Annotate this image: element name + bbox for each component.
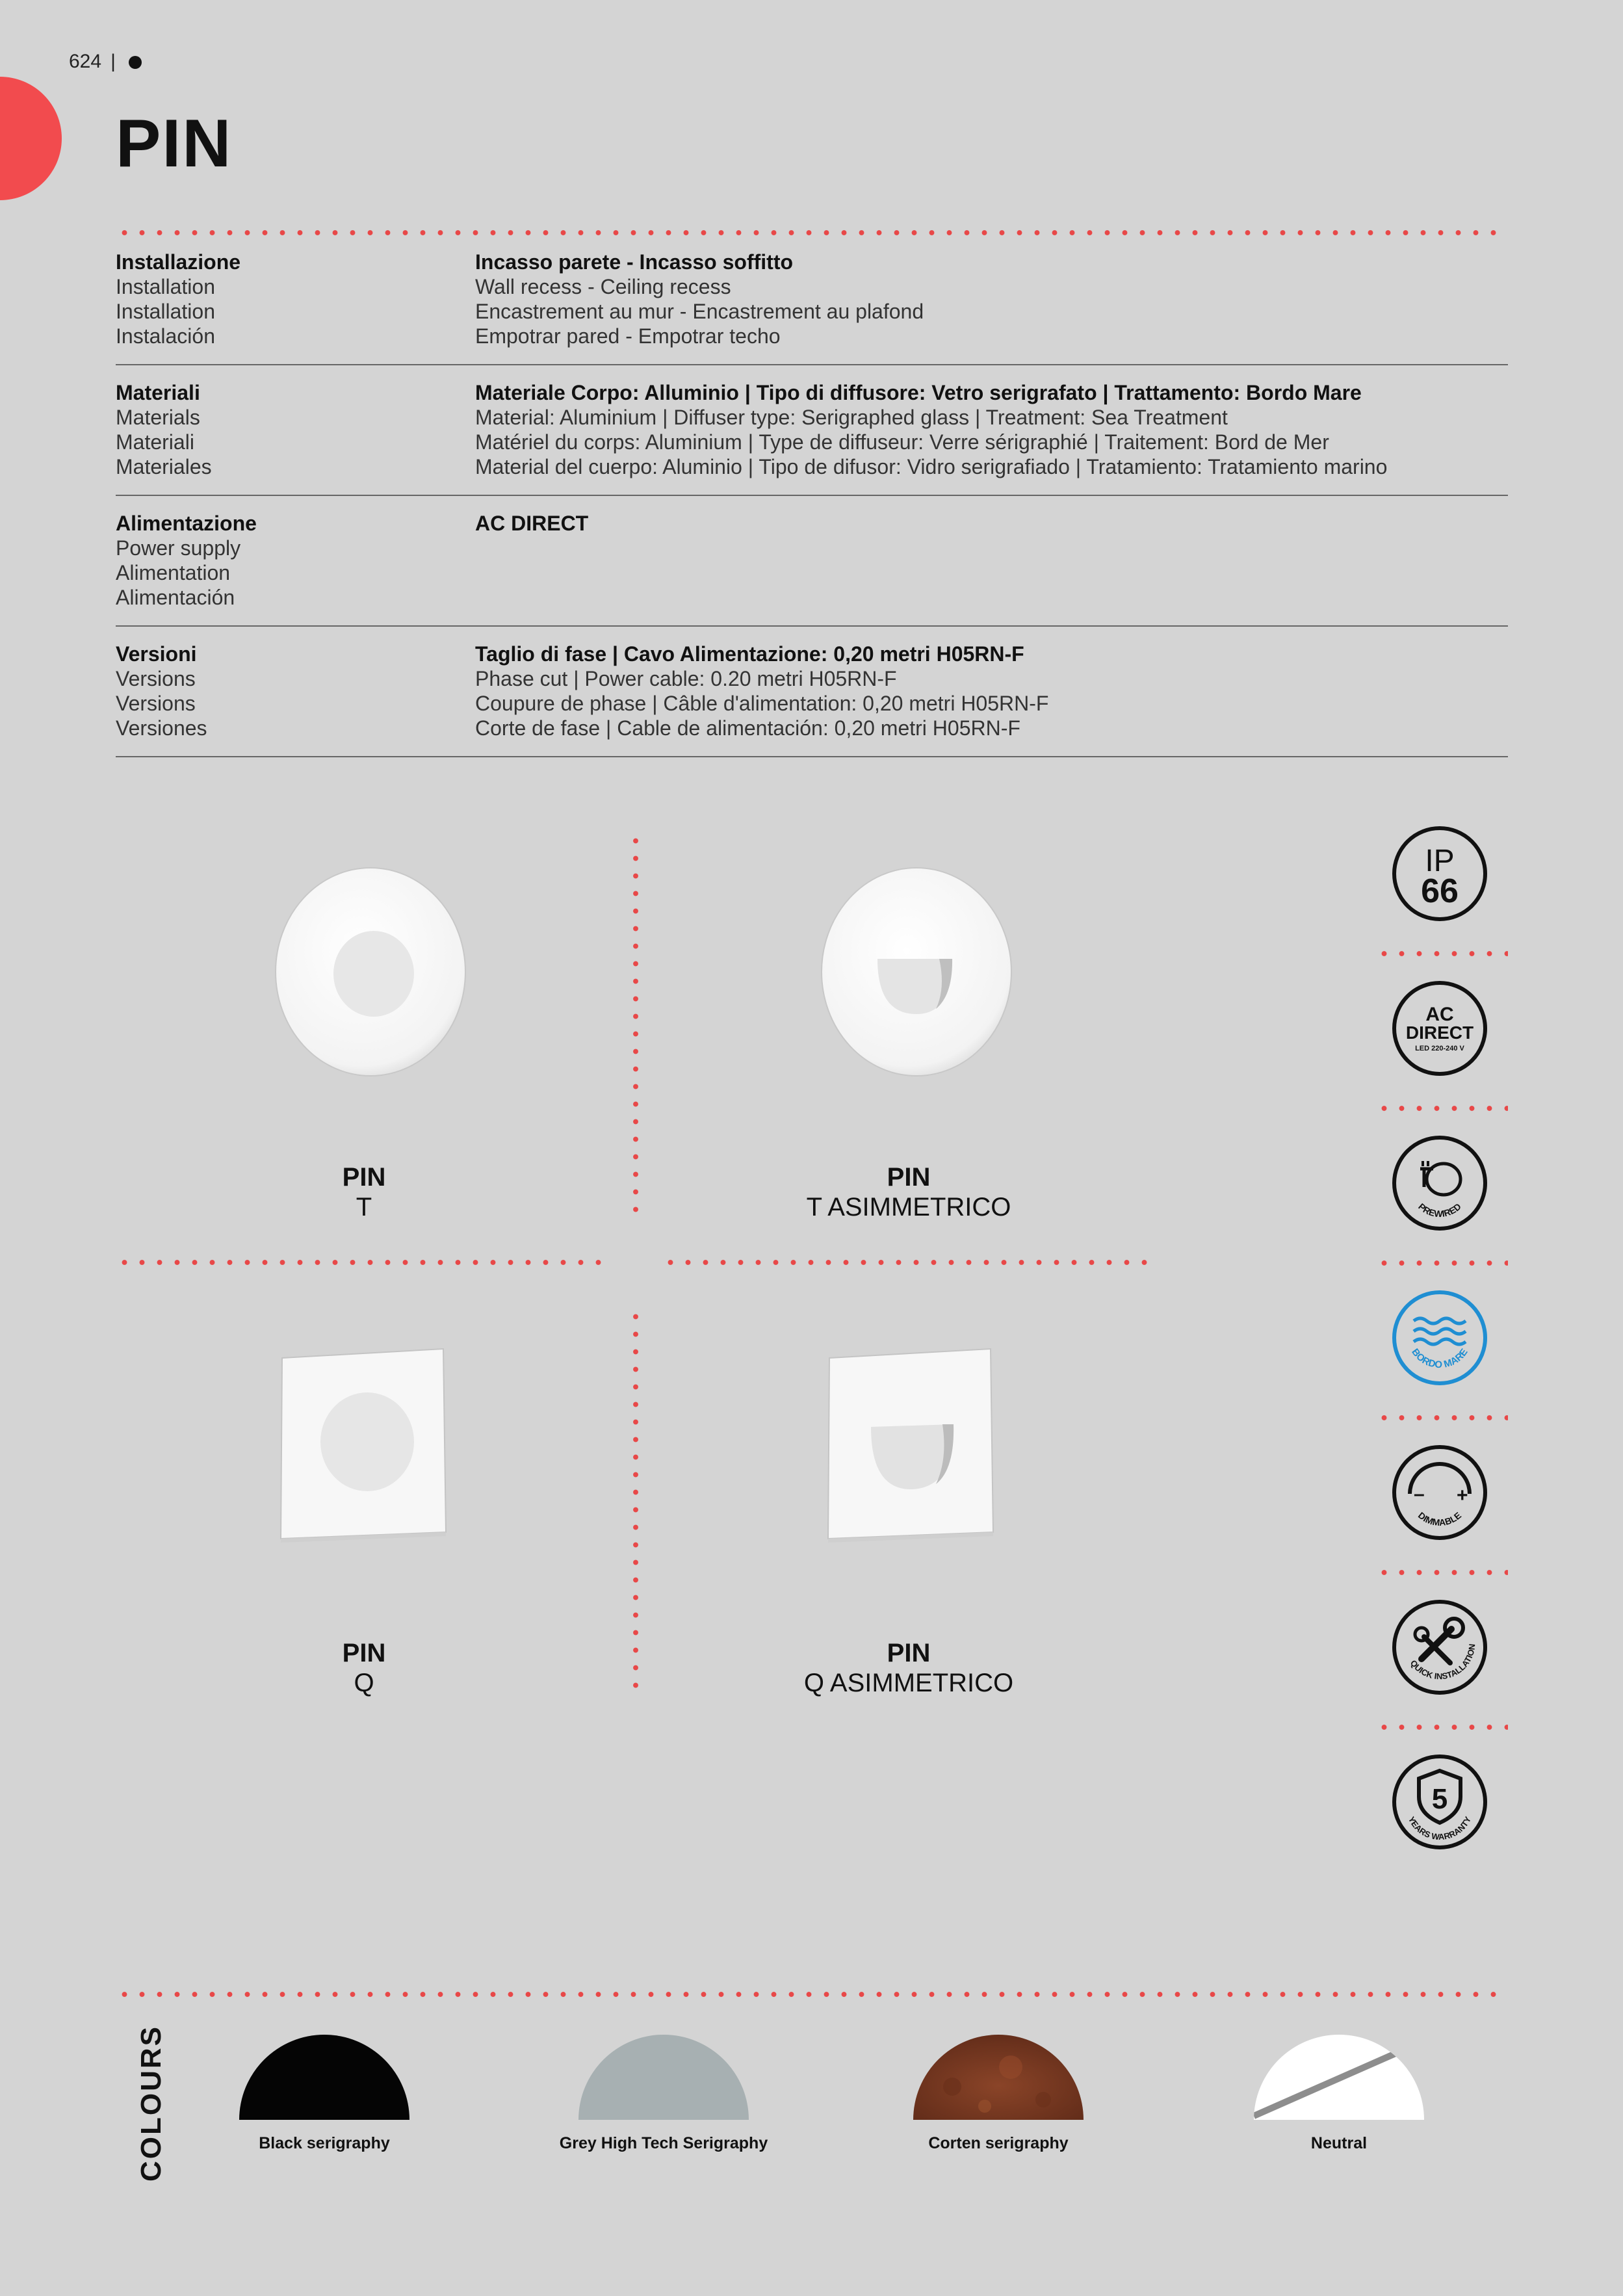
spec-labels: Installazione Installation Installation Instalación [116, 250, 241, 348]
product-image-pin-t-asimmetrico [812, 858, 1020, 1079]
spec-power-supply [116, 511, 1508, 615]
warranty-years-text: 5 [1431, 1783, 1448, 1815]
swatch-corten [913, 2035, 1084, 2120]
divider [116, 756, 1508, 757]
spec-values: Materiale Corpo: Alluminio | Tipo di diffusore: Vetro serigrafato | Trattamento: Bordo Mare Material: Aluminium | Diffuser type: Serigraphed glass | Treatment: Sea Treatment Matériel du corps: Aluminium | Type de diffuseur: Verre sérigraphié | Traitement: Bord de Mer Material del cuerpo: Aluminio | Tipo de difusor: Vidro serigrafiado | Tratamiento: Tratamiento marino [475, 381, 1388, 478]
spec-values: Taglio di fase | Cavo Alimentazione: 0,20 metri H05RN-F Phase cut | Power cable: 0.20 metri H05RN-F Coupure de phase | Câble d'alimentation: 0,20 metri H05RN-F Corte de fase | Cable de alimentación: 0,20 metri H05RN-F [475, 642, 1049, 740]
badge-divider [1375, 951, 1508, 956]
bordo-mare-icon [1392, 1290, 1488, 1386]
product-name-pin-t-asimmetrico: PIN T ASIMMETRICO [806, 1163, 1011, 1221]
spec-labels: Materiali Materials Materiali Materiales [116, 381, 212, 478]
divider [116, 495, 1508, 496]
bordo-mare-text: BORDO MARE [1409, 1346, 1470, 1371]
spec-versions [116, 642, 1508, 746]
swatch-label: Black serigraphy [259, 2134, 390, 2152]
divider [116, 625, 1508, 627]
product-image-pin-t [266, 858, 474, 1079]
prewired-icon [1392, 1135, 1488, 1231]
swatch-black [239, 2035, 409, 2120]
product-name-pin-q: PIN Q [342, 1639, 386, 1697]
minus-text: – [1414, 1483, 1425, 1505]
swatch-grey-high-tech [578, 2035, 749, 2120]
dimmable-text: DIMMABLE [1416, 1509, 1464, 1528]
swatch-neutral [1254, 2035, 1424, 2120]
product-image-pin-q-asimmetrico [820, 1342, 1002, 1544]
ac-direct-icon [1392, 980, 1488, 1076]
product-name-pin-t: PIN T [342, 1163, 386, 1221]
spec-values: Incasso parete - Incasso soffitto Wall recess - Ceiling recess Encastrement au mur - Encastrement au plafond Empotrar pared - Empotrar techo [475, 250, 924, 348]
years-warranty-text: YEARS WARRANTY [1406, 1815, 1474, 1842]
warranty-icon [1392, 1754, 1488, 1850]
bullet-icon [129, 56, 142, 69]
badge-divider [1375, 1570, 1508, 1575]
spec-values: AC DIRECT [475, 512, 589, 535]
product-name-pin-q-asimmetrico: PIN Q ASIMMETRICO [803, 1639, 1014, 1697]
spec-labels: Alimentazione Power supply Alimentation Alimentación [116, 512, 257, 609]
badge-divider [1375, 1260, 1508, 1266]
badge-divider [1375, 1725, 1508, 1730]
direct-text: DIRECT [1405, 1023, 1474, 1043]
page-title: PIN [116, 106, 233, 181]
quick-installation-text: QUICK INSTALLATION [1408, 1643, 1477, 1682]
swatch-label: Grey High Tech Serigraphy [559, 2134, 768, 2152]
grid-divider-vertical [633, 832, 638, 1222]
grid-divider-horizontal [116, 1260, 610, 1265]
grid-divider-horizontal [662, 1260, 1156, 1265]
prewired-text: PREWIRED [1416, 1201, 1463, 1220]
colours-title: COLOURS [135, 2025, 167, 2182]
dimmable-icon [1392, 1444, 1488, 1541]
spec-labels: Versioni Versions Versions Versiones [116, 642, 207, 740]
dotted-divider [116, 1992, 1508, 1997]
badge-divider [1375, 1106, 1508, 1111]
dotted-divider [116, 230, 1508, 235]
brand-circle [0, 77, 62, 200]
divider [116, 364, 1508, 365]
badge-divider [1375, 1415, 1508, 1420]
grid-divider-vertical [633, 1308, 638, 1698]
spec-installation [116, 250, 1508, 354]
led-voltage-text: LED 220-240 V [1415, 1045, 1464, 1052]
ac-text: AC [1425, 1004, 1454, 1025]
plus-text: + [1457, 1485, 1468, 1506]
swatch-label: Corten serigraphy [928, 2134, 1069, 2152]
spec-materials [116, 380, 1508, 484]
page-number: 624 | [69, 51, 142, 73]
swatch-label: Neutral [1310, 2134, 1368, 2152]
ip-text: IP [1425, 844, 1455, 878]
quick-installation-icon [1392, 1599, 1488, 1695]
ip66-icon [1392, 826, 1488, 922]
product-image-pin-q [273, 1342, 455, 1544]
ip-rating-text: 66 [1421, 872, 1459, 910]
